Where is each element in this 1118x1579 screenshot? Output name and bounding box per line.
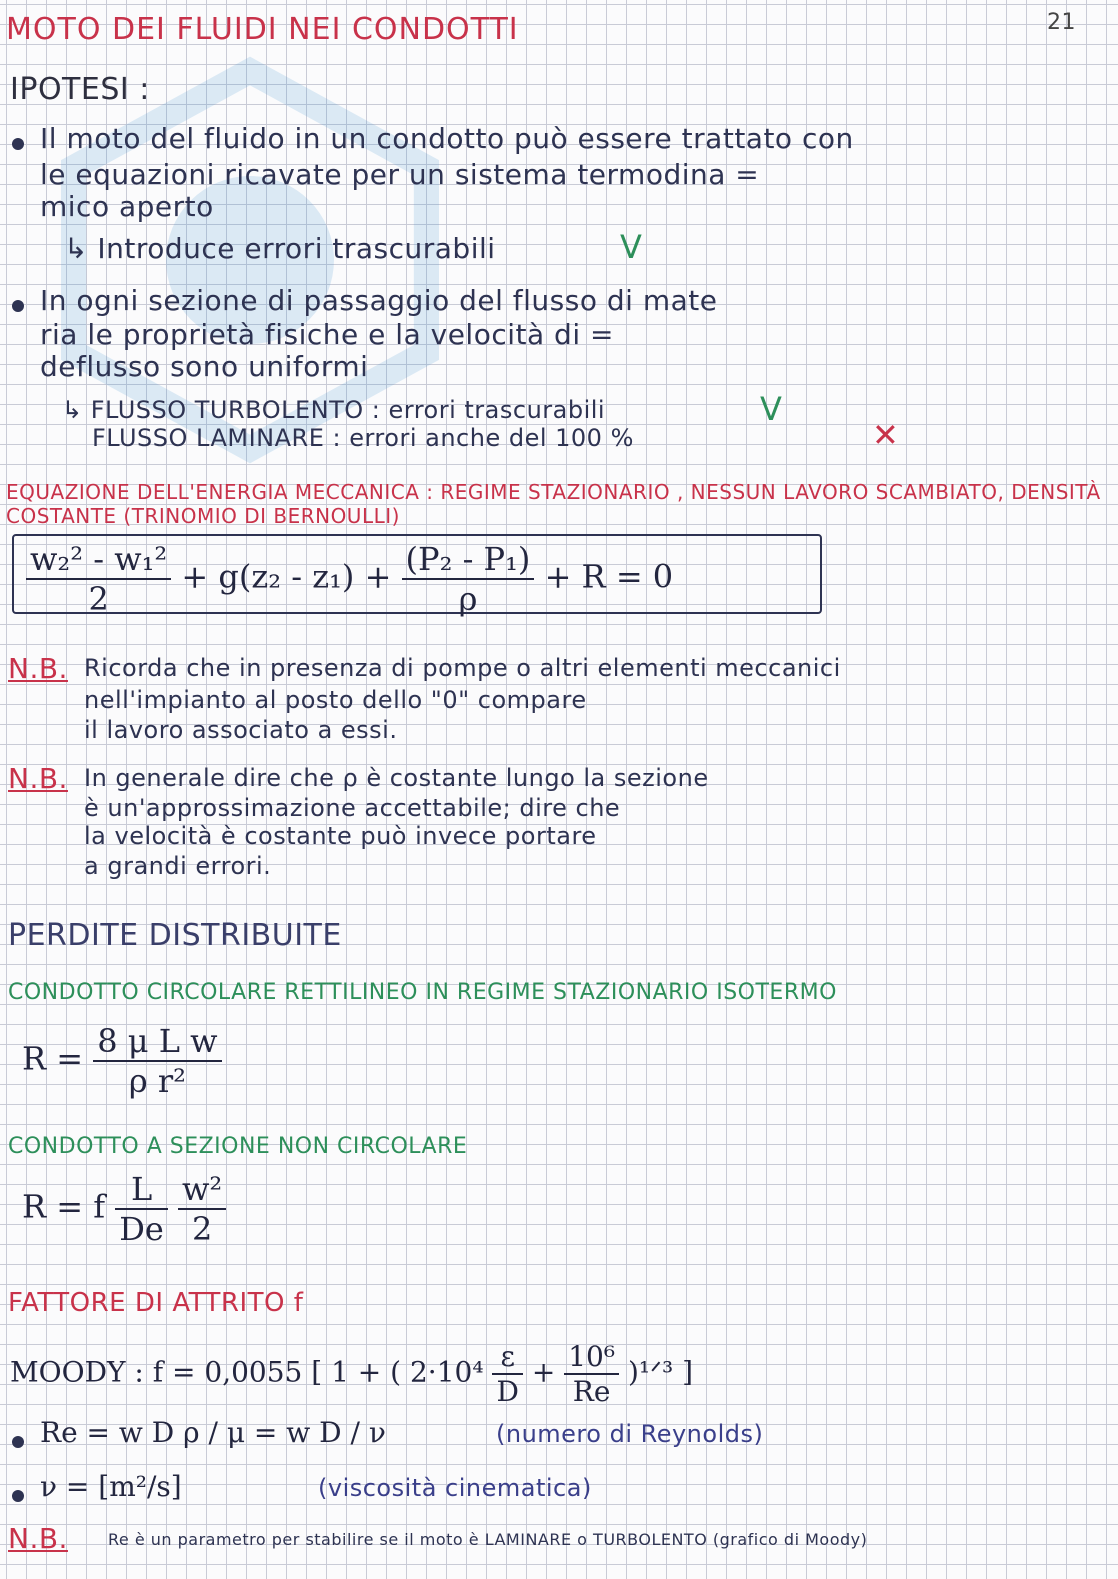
r-circular-formula (22, 1022, 222, 1100)
bullet-dot (12, 138, 24, 150)
r2-f2-numerator: w² (178, 1170, 226, 1210)
losses-term: + R = 0 (544, 557, 674, 596)
r-noncircular-formula (22, 1170, 226, 1248)
nb2-line4: a grandi errori. (84, 852, 272, 880)
condotto-non-circolare-heading: CONDOTTO A SEZIONE NON CIRCOLARE (8, 1134, 468, 1159)
r1-numerator: 8 μ L w (93, 1022, 221, 1062)
r2-fraction-1 (115, 1170, 168, 1248)
bullet1-sub: ↳ Introduce errori trascurabili (64, 232, 496, 265)
flusso-turbolento: ↳ FLUSSO TURBOLENTO : errori trascurabili (62, 396, 606, 424)
moody-fraction-1 (492, 1340, 522, 1408)
bullet-dot (12, 300, 24, 312)
r2-f2-denominator: 2 (191, 1210, 213, 1248)
perdite-heading: PERDITE DISTRIBUITE (8, 918, 342, 953)
moody-fraction-2 (564, 1340, 619, 1408)
bullet1-line3: mico aperto (40, 190, 214, 223)
nb1-label: N.B. (8, 652, 68, 685)
moody-f2-denominator: Re (572, 1375, 611, 1408)
moody-eq-start: f = 0,0055 [ 1 + ( 2·10⁴ (152, 1355, 484, 1389)
condotto-circolare-heading: CONDOTTO CIRCOLARE RETTILINEO IN REGIME STAZIONARIO ISOTERMO (8, 980, 837, 1005)
pressure-denominator: ρ (458, 580, 478, 618)
moody-f1-numerator: ε (492, 1340, 522, 1375)
nb2-line3: la velocità è costante può invece portare (84, 822, 597, 850)
nb2-line2: è un'approssimazione accettabile; dire che (84, 794, 621, 822)
pressure-numerator: (P₂ - P₁) (402, 540, 535, 580)
moody-formula (10, 1340, 693, 1408)
attrito-heading: FATTORE DI ATTRITO f (8, 1288, 304, 1318)
bullet-dot (12, 1490, 24, 1502)
check-mark-icon: V (760, 390, 783, 428)
bullet2-line2: ria le proprietà fisiche e la velocità di = (40, 318, 614, 351)
bullet1-line2: le equazioni ricavate per un sistema termodina = (40, 158, 760, 191)
bernoulli-heading-line2: COSTANTE (TRINOMIO DI BERNOULLI) (6, 504, 400, 528)
nb1-line2: nell'impianto al posto dello "0" compare (84, 686, 587, 714)
r2-f1-numerator: L (115, 1170, 168, 1210)
bullet2-line3: deflusso sono uniformi (40, 350, 369, 383)
bernoulli-equation (26, 540, 673, 618)
potential-term: + g(z₂ - z₁) + (181, 557, 392, 596)
nb3-label: N.B. (8, 1522, 68, 1555)
check-mark-icon: V (620, 228, 643, 266)
cross-mark-icon: ✕ (872, 416, 900, 454)
moody-label: MOODY : (10, 1355, 144, 1389)
kinetic-term (26, 540, 171, 618)
nb1-line3: il lavoro associato a essi. (84, 716, 398, 744)
viscosity-definition: ν = [m²/s] (40, 1470, 182, 1503)
nb1-line1: Ricorda che in presenza di pompe o altri elementi meccanici (84, 654, 841, 682)
bullet1-line1: Il moto del fluido in un condotto può essere trattato con (40, 122, 854, 155)
kinetic-denominator: 2 (88, 580, 109, 618)
kinetic-numerator: w₂² - w₁² (26, 540, 171, 580)
r2-f1-denominator: De (119, 1210, 164, 1248)
reynolds-definition: Re = w D ρ / μ = w D / ν (40, 1416, 386, 1449)
page-number: 21 (1047, 10, 1076, 35)
moody-plus: + (531, 1355, 556, 1389)
ipotesi-heading: IPOTESI : (10, 72, 150, 107)
moody-eq-end: )¹ᐟ³ ] (627, 1355, 694, 1389)
r2-fraction-2 (178, 1170, 226, 1248)
nb2-label: N.B. (8, 762, 68, 795)
bullet-dot (12, 1436, 24, 1448)
viscosity-note: (viscosità cinematica) (318, 1474, 592, 1502)
r2-lhs: R = f (22, 1187, 106, 1226)
bernoulli-heading-line1: EQUAZIONE DELL'ENERGIA MECCANICA : REGIME STAZIONARIO , NESSUN LAVORO SCAMBIATO, DENSITÀ (6, 480, 1101, 504)
reynolds-note: (numero di Reynolds) (496, 1420, 764, 1448)
r1-denominator: ρ r² (128, 1062, 186, 1100)
r1-lhs: R = (22, 1039, 84, 1078)
nb2-line1: In generale dire che ρ è costante lungo la sezione (84, 764, 709, 792)
pressure-term (402, 540, 535, 618)
bullet2-line1: In ogni sezione di passaggio del flusso di mate (40, 284, 718, 317)
flusso-laminare: FLUSSO LAMINARE : errori anche del 100 % (92, 424, 634, 452)
r1-fraction (93, 1022, 221, 1100)
moody-f2-numerator: 10⁶ (564, 1340, 619, 1375)
page-title: MOTO DEI FLUIDI NEI CONDOTTI (6, 12, 519, 47)
moody-f1-denominator: D (496, 1375, 519, 1408)
nb3-text: Re è un parametro per stabilire se il moto è LAMINARE o TURBOLENTO (grafico di Moody) (108, 1530, 868, 1549)
